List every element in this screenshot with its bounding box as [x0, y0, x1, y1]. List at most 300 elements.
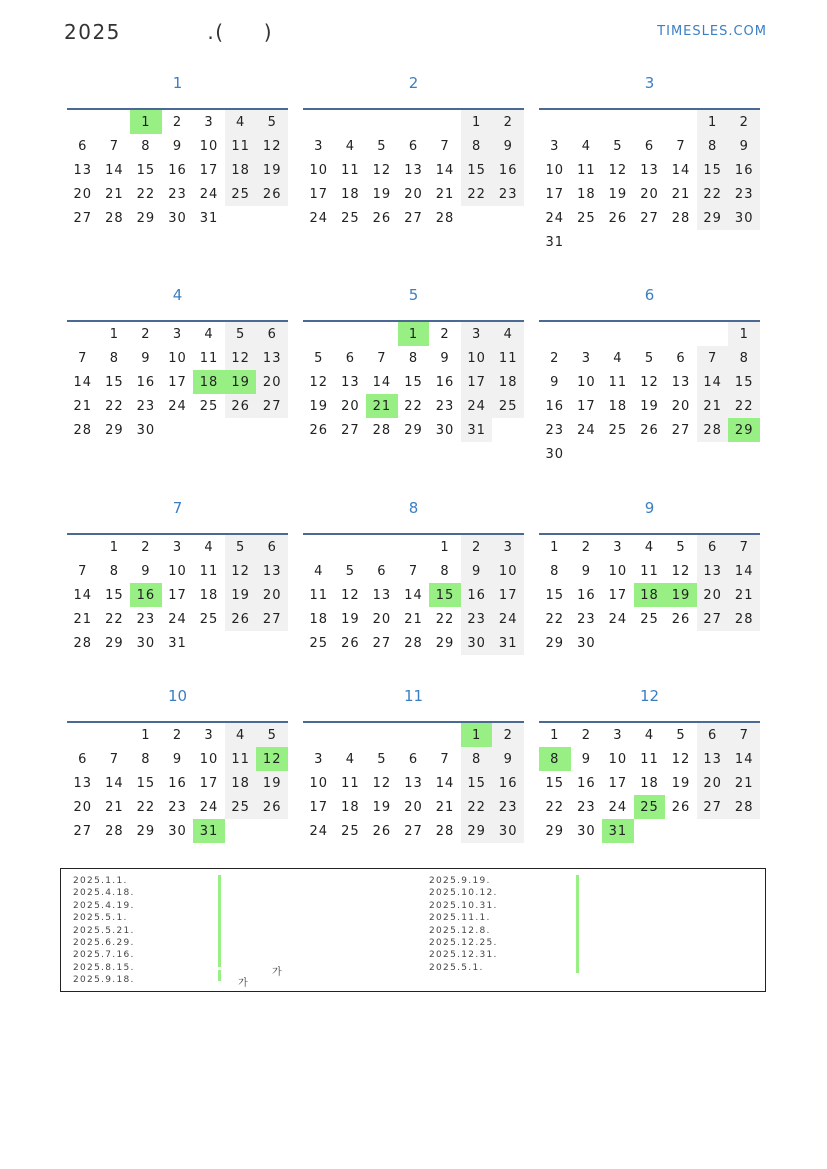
day-cell: 7 — [109, 138, 119, 154]
day-cell: 22 — [435, 611, 455, 627]
day-cell: 17 — [309, 186, 329, 202]
day-cell: 12 — [225, 346, 257, 370]
empty-cell — [335, 110, 367, 134]
day-cell: 14 — [73, 374, 93, 390]
holiday-date: 2025.1.1. — [73, 876, 128, 886]
day-cell: 29 — [105, 635, 124, 651]
day-cell: 31 — [602, 819, 634, 843]
day-cell: 7 — [728, 535, 760, 559]
month-title: 11 — [403, 687, 424, 705]
day-cell: 10 — [309, 162, 329, 178]
holiday-date: 2025.5.1. — [429, 962, 484, 973]
day-cell: 27 — [372, 635, 392, 651]
day-cell: 26 — [256, 795, 288, 819]
day-cell: 2 — [492, 723, 524, 747]
day-cell: 3 — [581, 350, 591, 366]
empty-cell — [665, 322, 697, 346]
day-cell: 2 — [141, 326, 151, 342]
day-cell: 21 — [697, 394, 729, 418]
day-cell: 12 — [309, 374, 329, 390]
day-cell: 16 — [168, 775, 187, 791]
empty-cell — [366, 322, 398, 346]
day-cell: 16 — [168, 162, 187, 178]
day-cell: 25 — [577, 210, 596, 226]
empty-cell — [303, 535, 335, 559]
day-cell: 2 — [440, 326, 450, 342]
day-cell: 23 — [168, 186, 187, 202]
day-cell: 16 — [492, 771, 524, 795]
day-cell: 19 — [225, 583, 257, 607]
holiday-list — [60, 868, 766, 992]
day-cell: 28 — [435, 210, 455, 226]
empty-cell — [67, 322, 99, 346]
day-cell: 6 — [78, 751, 88, 767]
day-cell: 29 — [728, 418, 760, 442]
day-cell: 22 — [461, 182, 493, 206]
holiday-date: 2025.12.25. — [429, 937, 498, 948]
day-cell: 15 — [105, 374, 124, 390]
empty-cell — [67, 723, 99, 747]
empty-cell — [571, 110, 603, 134]
day-cell: 16 — [545, 398, 565, 414]
day-cell: 16 — [492, 158, 524, 182]
day-cell: 18 — [577, 186, 596, 202]
day-cell: 14 — [404, 587, 423, 603]
holiday-date: 2025.4.18. — [73, 888, 135, 899]
day-cell: 14 — [435, 775, 455, 791]
day-cell: 28 — [435, 823, 455, 839]
holiday-date: 2025.12.8. — [429, 925, 491, 936]
day-cell: 28 — [73, 635, 93, 651]
day-cell: 4 — [492, 322, 524, 346]
day-cell: 30 — [577, 635, 596, 651]
day-cell: 17 — [608, 587, 628, 603]
day-grid — [303, 110, 524, 230]
day-cell: 27 — [404, 210, 423, 226]
day-cell: 17 — [492, 583, 524, 607]
empty-cell — [99, 723, 131, 747]
day-cell: 25 — [225, 182, 257, 206]
day-cell: 12 — [256, 747, 288, 771]
day-cell: 3 — [314, 751, 324, 767]
day-cell: 30 — [136, 422, 156, 438]
day-cell: 25 — [225, 795, 257, 819]
day-cell: 17 — [461, 370, 493, 394]
day-cell: 14 — [671, 162, 691, 178]
empty-cell — [398, 535, 430, 559]
day-cell: 10 — [461, 346, 493, 370]
day-cell: 18 — [492, 370, 524, 394]
day-cell: 8 — [109, 563, 119, 579]
day-cell: 7 — [440, 751, 450, 767]
day-cell: 20 — [341, 398, 360, 414]
day-cell: 11 — [640, 563, 659, 579]
day-cell: 17 — [577, 398, 596, 414]
day-cell: 19 — [372, 799, 392, 815]
day-cell: 4 — [644, 539, 655, 555]
day-cell: 13 — [640, 162, 659, 178]
day-cell: 9 — [492, 747, 524, 771]
day-cell: 12 — [671, 563, 691, 579]
day-cell: 7 — [109, 751, 119, 767]
day-grid — [67, 322, 288, 442]
empty-cell — [303, 322, 335, 346]
day-cell: 22 — [697, 182, 729, 206]
holiday-date: 2025.10.31. — [429, 900, 498, 911]
day-cell: 22 — [545, 611, 565, 627]
empty-cell — [303, 110, 335, 134]
day-cell: 6 — [676, 350, 686, 366]
day-cell: 16 — [130, 583, 162, 607]
day-cell: 18 — [225, 771, 257, 795]
empty-cell — [602, 322, 634, 346]
day-cell: 16 — [577, 775, 596, 791]
day-cell: 4 — [314, 563, 324, 579]
day-cell: 1 — [550, 539, 560, 555]
day-cell: 13 — [404, 775, 423, 791]
day-cell: 2 — [172, 114, 183, 130]
day-cell: 9 — [581, 563, 591, 579]
day-cell: 12 — [372, 775, 392, 791]
day-cell: 24 — [168, 398, 187, 414]
day-cell: 1 — [109, 326, 119, 342]
day-cell: 20 — [372, 611, 392, 627]
day-cell: 26 — [225, 394, 257, 418]
day-grid — [303, 535, 524, 655]
day-cell: 3 — [172, 326, 183, 342]
day-cell: 12 — [671, 751, 691, 767]
day-cell: 21 — [105, 799, 124, 815]
day-cell: 30 — [168, 823, 187, 839]
day-cell: 27 — [697, 607, 729, 631]
day-cell: 18 — [193, 370, 225, 394]
day-cell: 5 — [644, 350, 655, 366]
day-cell: 17 — [608, 775, 628, 791]
day-cell: 8 — [697, 134, 729, 158]
empty-cell — [429, 110, 461, 134]
day-cell: 5 — [345, 563, 355, 579]
day-cell: 18 — [309, 611, 329, 627]
day-cell: 20 — [404, 799, 423, 815]
day-cell: 19 — [256, 771, 288, 795]
day-cell: 8 — [141, 138, 151, 154]
day-cell: 7 — [440, 138, 450, 154]
day-cell: 26 — [372, 823, 392, 839]
day-cell: 3 — [550, 138, 560, 154]
day-cell: 11 — [341, 162, 360, 178]
day-cell: 9 — [172, 751, 183, 767]
day-cell: 30 — [435, 422, 455, 438]
holiday-date: 2025.8.15. — [73, 962, 135, 973]
day-cell: 10 — [608, 563, 628, 579]
day-cell: 4 — [225, 723, 257, 747]
day-cell: 18 — [341, 186, 360, 202]
day-cell: 23 — [577, 799, 596, 815]
day-cell: 5 — [676, 727, 686, 743]
day-cell: 5 — [613, 138, 623, 154]
day-grid — [67, 535, 288, 655]
day-cell: 7 — [78, 350, 88, 366]
day-cell: 29 — [545, 635, 565, 651]
day-cell: 6 — [345, 350, 355, 366]
day-cell: 22 — [105, 398, 124, 414]
day-cell: 13 — [73, 775, 93, 791]
day-cell: 12 — [341, 587, 360, 603]
day-cell: 22 — [461, 795, 493, 819]
day-cell: 1 — [141, 727, 151, 743]
day-cell: 28 — [105, 823, 124, 839]
day-cell: 27 — [73, 823, 93, 839]
day-cell: 7 — [78, 563, 88, 579]
empty-cell — [634, 110, 666, 134]
day-cell: 24 — [608, 799, 628, 815]
day-cell: 15 — [697, 158, 729, 182]
day-cell: 9 — [440, 350, 450, 366]
day-cell: 18 — [225, 158, 257, 182]
day-cell: 1 — [461, 110, 493, 134]
day-cell: 10 — [199, 138, 219, 154]
day-cell: 19 — [341, 611, 360, 627]
holiday-date: 2025.11.1. — [429, 913, 491, 924]
day-cell: 18 — [634, 583, 666, 607]
day-cell: 27 — [256, 394, 288, 418]
day-cell: 2 — [172, 727, 183, 743]
day-cell: 8 — [728, 346, 760, 370]
day-cell: 25 — [341, 823, 360, 839]
day-cell: 13 — [341, 374, 360, 390]
day-cell: 6 — [256, 322, 288, 346]
empty-cell — [634, 322, 666, 346]
day-cell: 26 — [671, 611, 691, 627]
day-cell: 6 — [78, 138, 88, 154]
day-grid — [303, 723, 524, 843]
holiday-date: 2025.5.21. — [73, 925, 135, 936]
day-cell: 28 — [105, 210, 124, 226]
day-cell: 25 — [634, 795, 666, 819]
day-cell: 19 — [372, 186, 392, 202]
day-cell: 15 — [136, 775, 156, 791]
day-cell: 28 — [728, 795, 760, 819]
month-title: 12 — [639, 687, 660, 705]
month-title: 8 — [408, 499, 419, 517]
empty-cell — [539, 110, 571, 134]
day-cell: 22 — [404, 398, 423, 414]
day-cell: 1 — [697, 110, 729, 134]
day-cell: 3 — [314, 138, 324, 154]
day-cell: 5 — [314, 350, 324, 366]
day-cell: 6 — [377, 563, 387, 579]
day-cell: 27 — [671, 422, 691, 438]
day-cell: 14 — [435, 162, 455, 178]
day-cell: 10 — [577, 374, 596, 390]
day-cell: 29 — [435, 635, 455, 651]
month-title: 3 — [644, 74, 655, 92]
day-cell: 4 — [345, 751, 355, 767]
day-cell: 9 — [172, 138, 183, 154]
day-cell: 26 — [640, 422, 659, 438]
day-cell: 8 — [461, 747, 493, 771]
day-cell: 15 — [429, 583, 461, 607]
day-cell: 6 — [644, 138, 655, 154]
day-cell: 4 — [613, 350, 623, 366]
day-cell: 7 — [697, 346, 729, 370]
day-cell: 11 — [608, 374, 628, 390]
day-cell: 11 — [341, 775, 360, 791]
day-cell: 28 — [671, 210, 691, 226]
day-cell: 26 — [309, 422, 329, 438]
day-cell: 23 — [435, 398, 455, 414]
day-cell: 27 — [404, 823, 423, 839]
day-cell: 3 — [613, 539, 623, 555]
empty-cell — [99, 110, 131, 134]
day-cell: 16 — [577, 587, 596, 603]
day-cell: 19 — [640, 398, 659, 414]
day-cell: 21 — [728, 583, 760, 607]
day-cell: 22 — [105, 611, 124, 627]
day-cell: 14 — [697, 370, 729, 394]
day-cell: 24 — [309, 210, 329, 226]
day-cell: 8 — [141, 751, 151, 767]
month-title: 6 — [644, 286, 655, 304]
day-grid — [539, 723, 760, 843]
holiday-date: 2025.10.12. — [429, 888, 498, 899]
day-cell: 21 — [671, 186, 691, 202]
day-cell: 13 — [697, 747, 729, 771]
day-cell: 24 — [608, 611, 628, 627]
holiday-marker-gap — [218, 967, 221, 970]
day-cell: 5 — [256, 723, 288, 747]
empty-cell — [335, 723, 367, 747]
day-cell: 20 — [697, 771, 729, 795]
day-cell: 11 — [225, 134, 257, 158]
day-cell: 5 — [377, 138, 387, 154]
day-cell: 31 — [461, 418, 493, 442]
month-title: 4 — [172, 286, 183, 304]
page-title: 2025 .( ) — [64, 20, 274, 44]
day-cell: 21 — [105, 186, 124, 202]
day-cell: 1 — [461, 723, 493, 747]
day-grid — [539, 110, 760, 254]
empty-cell — [602, 110, 634, 134]
day-cell: 10 — [545, 162, 565, 178]
day-cell: 4 — [581, 138, 591, 154]
day-cell: 26 — [225, 607, 257, 631]
day-cell: 6 — [697, 723, 729, 747]
day-cell: 9 — [492, 134, 524, 158]
day-cell: 30 — [545, 446, 565, 462]
day-cell: 24 — [545, 210, 565, 226]
month-title: 1 — [172, 74, 183, 92]
day-cell: 8 — [109, 350, 119, 366]
day-cell: 7 — [728, 723, 760, 747]
day-cell: 3 — [492, 535, 524, 559]
day-cell: 13 — [697, 559, 729, 583]
day-cell: 14 — [728, 747, 760, 771]
brand-logo[interactable]: TIMESLES.COM — [657, 24, 767, 39]
day-cell: 24 — [577, 422, 596, 438]
day-cell: 17 — [168, 374, 187, 390]
day-cell: 22 — [545, 799, 565, 815]
day-cell: 4 — [345, 138, 355, 154]
day-cell: 28 — [372, 422, 392, 438]
day-cell: 23 — [136, 398, 156, 414]
day-cell: 12 — [225, 559, 257, 583]
day-cell: 20 — [697, 583, 729, 607]
holiday-date: 2025.5.1. — [73, 913, 128, 924]
day-cell: 8 — [408, 350, 419, 366]
day-cell: 2 — [581, 539, 591, 555]
empty-cell — [429, 723, 461, 747]
day-cell: 24 — [168, 611, 187, 627]
day-cell: 21 — [366, 394, 398, 418]
day-cell: 29 — [461, 819, 493, 843]
day-cell: 18 — [608, 398, 628, 414]
day-cell: 8 — [539, 747, 571, 771]
day-cell: 22 — [728, 394, 760, 418]
day-cell: 3 — [204, 727, 214, 743]
day-cell: 30 — [136, 635, 156, 651]
day-cell: 2 — [728, 110, 760, 134]
day-cell: 11 — [225, 747, 257, 771]
day-cell: 9 — [141, 350, 151, 366]
day-cell: 1 — [550, 727, 560, 743]
day-cell: 13 — [256, 559, 288, 583]
day-cell: 25 — [492, 394, 524, 418]
day-cell: 19 — [608, 186, 628, 202]
day-cell: 31 — [199, 210, 219, 226]
day-cell: 2 — [492, 110, 524, 134]
holiday-date: 2025.7.16. — [73, 950, 135, 961]
day-cell: 29 — [404, 422, 423, 438]
day-cell: 6 — [256, 535, 288, 559]
holiday-list-left — [73, 875, 135, 987]
day-cell: 19 — [309, 398, 329, 414]
month-title: 9 — [644, 499, 655, 517]
day-cell: 10 — [168, 350, 187, 366]
day-cell: 30 — [577, 823, 596, 839]
day-cell: 21 — [404, 611, 423, 627]
day-cell: 11 — [309, 587, 329, 603]
empty-cell — [303, 723, 335, 747]
day-cell: 26 — [372, 210, 392, 226]
day-cell: 21 — [73, 398, 93, 414]
empty-cell — [571, 322, 603, 346]
day-cell: 20 — [73, 799, 93, 815]
day-cell: 3 — [461, 322, 493, 346]
day-cell: 13 — [73, 162, 93, 178]
day-cell: 19 — [225, 370, 257, 394]
day-cell: 8 — [461, 134, 493, 158]
day-cell: 31 — [193, 819, 225, 843]
day-cell: 13 — [404, 162, 423, 178]
day-cell: 15 — [461, 771, 493, 795]
day-cell: 11 — [199, 563, 219, 579]
day-cell: 7 — [676, 138, 686, 154]
day-cell: 14 — [372, 374, 392, 390]
day-cell: 4 — [204, 539, 214, 555]
month-title: 10 — [167, 687, 188, 705]
empty-cell — [366, 110, 398, 134]
holiday-date: 2025.12.31. — [429, 950, 498, 961]
day-cell: 18 — [199, 587, 219, 603]
day-cell: 6 — [408, 138, 419, 154]
day-cell: 5 — [676, 539, 686, 555]
day-cell: 5 — [377, 751, 387, 767]
empty-cell — [398, 723, 430, 747]
day-cell: 1 — [728, 322, 760, 346]
day-cell: 14 — [105, 162, 124, 178]
day-cell: 10 — [168, 563, 187, 579]
